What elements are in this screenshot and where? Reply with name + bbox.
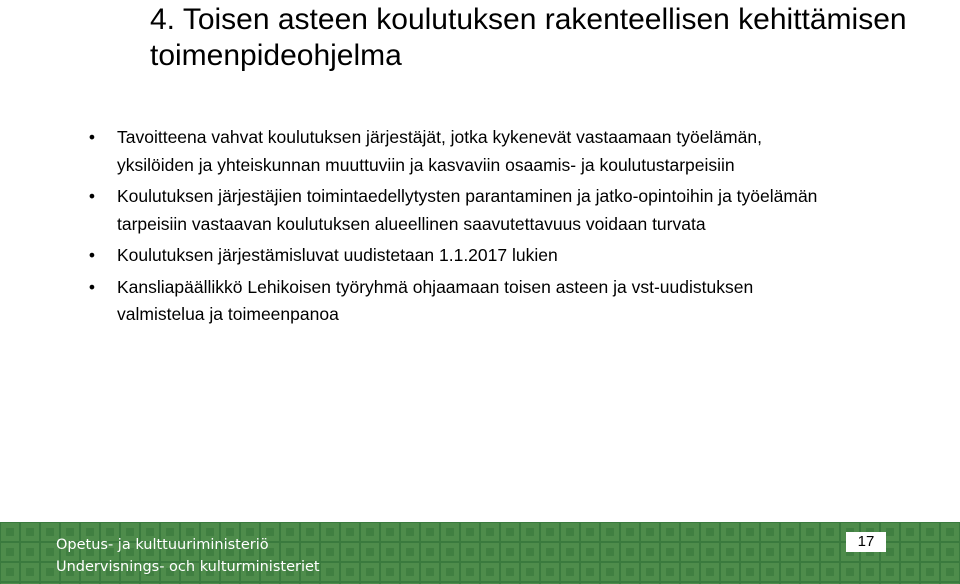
bullet-dot-icon: • — [88, 276, 96, 297]
bullet-list — [82, 124, 822, 333]
ministry-name-finnish: Opetus- ja kulttuuriministeriö — [56, 537, 269, 553]
bullet-text: Koulutuksen järjestämisluvat uudistetaan 1.1.2017 lukien — [117, 245, 558, 265]
bullet-text: Koulutuksen järjestäjien toimintaedellytysten parantaminen ja jatko-opintoihin ja työelämän tarpeisiin vastaavan koulutuksen alueellinen saavutettavuus voidaan turvata — [117, 186, 818, 234]
ministry-name-swedish: Undervisnings- och kulturministeriet — [56, 559, 320, 575]
page-number: 17 — [846, 532, 886, 552]
bullet-text: Kansliapäällikkö Lehikoisen työryhmä ohjaamaan toisen asteen ja vst-uudistuksen valmistelua ja toimeenpanoa — [117, 276, 754, 324]
bullet-item — [82, 274, 822, 329]
footer-band — [0, 522, 960, 584]
bullet-dot-icon: • — [88, 127, 96, 147]
bullet-dot-icon: • — [88, 186, 96, 206]
bullet-item — [82, 124, 822, 179]
slide-title: 4. Toisen asteen koulutuksen rakenteellisen kehittämisen toimenpideohjelma — [150, 3, 907, 72]
bullet-item — [82, 242, 822, 270]
bullet-text: Tavoitteena vahvat koulutuksen järjestäjät, jotka kykenevät vastaamaan työelämän, yksilöiden ja yhteiskunnan muuttuviin ja kasvaviin osaamis- ja koulutustarpeisiin — [117, 127, 762, 175]
bullet-dot-icon: • — [88, 245, 96, 265]
bullet-item — [82, 183, 822, 238]
